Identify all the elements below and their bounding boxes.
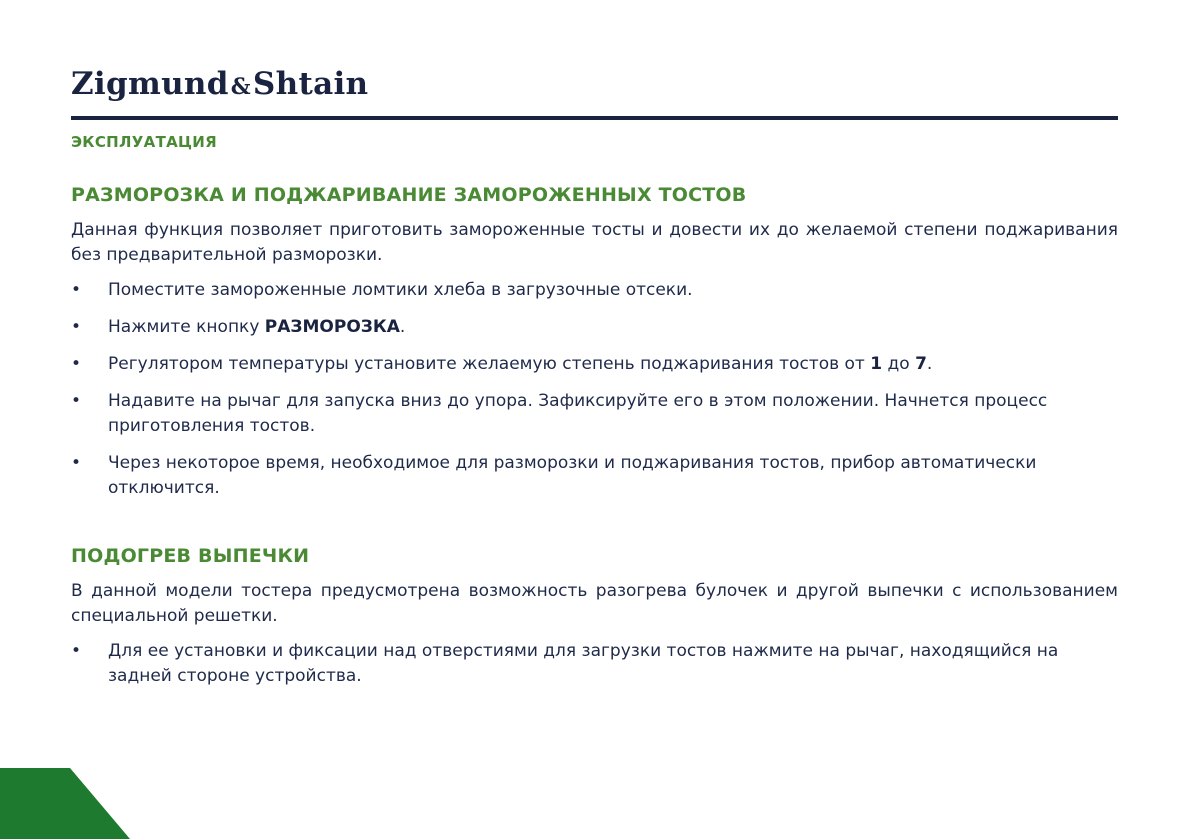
reheat-steps: [71, 639, 1118, 689]
step-text: Поместите замороженные ломтики хлеба в загрузочные отсеки.: [108, 280, 693, 300]
level-min: 1: [870, 354, 883, 374]
brand-name-part1: Zigmund: [71, 66, 229, 102]
list-item: [71, 451, 1118, 501]
defrost-steps: [71, 278, 1118, 501]
reheat-title: ПОДОГРЕВ ВЫПЕЧКИ: [71, 545, 310, 567]
corner-decoration: [0, 768, 130, 839]
defrost-intro: Данная функция позволяет приготовить замороженные тосты и довести их до желаемой степени поджаривания без предварительной разморозки.: [71, 220, 1118, 265]
step-text: Для ее установки и фиксации над отверстиями для загрузки тостов нажмите на рычаг, находящийся на задней стороне устройства.: [108, 641, 1059, 686]
brand-ampersand: &: [230, 74, 251, 100]
list-item: [71, 639, 1118, 689]
step-text: .: [399, 317, 406, 337]
reheat-intro: В данной модели тостера предусмотрена возможность разогрева булочек и другой выпечки с использованием специальной решетки.: [71, 581, 1118, 626]
list-item: [71, 315, 1118, 340]
header-divider: [71, 116, 1118, 120]
step-text: Надавите на рычаг для запуска вниз до упора. Зафиксируйте его в этом положении. Начнется процесс приготовления тостов.: [108, 391, 1048, 436]
step-text: Нажмите кнопку: [108, 317, 265, 337]
list-item: [71, 389, 1118, 439]
list-item: [71, 352, 1118, 377]
step-text: .: [926, 354, 933, 374]
brand-logo: [71, 66, 368, 102]
defrost-button-name: РАЗМОРОЗКА: [264, 317, 400, 337]
page-content: [71, 184, 1118, 701]
list-item: [71, 278, 1118, 303]
step-text: до: [882, 354, 916, 374]
section-label: ЭКСПЛУАТАЦИЯ: [71, 133, 217, 151]
level-max: 7: [915, 354, 927, 374]
brand-name-part2: Shtain: [252, 66, 369, 102]
corner-shape: [0, 768, 130, 839]
defrost-section: [71, 184, 1118, 501]
step-text: Через некоторое время, необходимое для разморозки и поджаривания тостов, прибор автоматически отключится.: [108, 453, 1037, 498]
defrost-title: РАЗМОРОЗКА И ПОДЖАРИВАНИЕ ЗАМОРОЖЕННЫХ ТОСТОВ: [71, 184, 747, 206]
step-text: Регулятором температуры установите желаемую степень поджаривания тостов от: [108, 354, 871, 374]
reheat-section: [71, 545, 1118, 689]
